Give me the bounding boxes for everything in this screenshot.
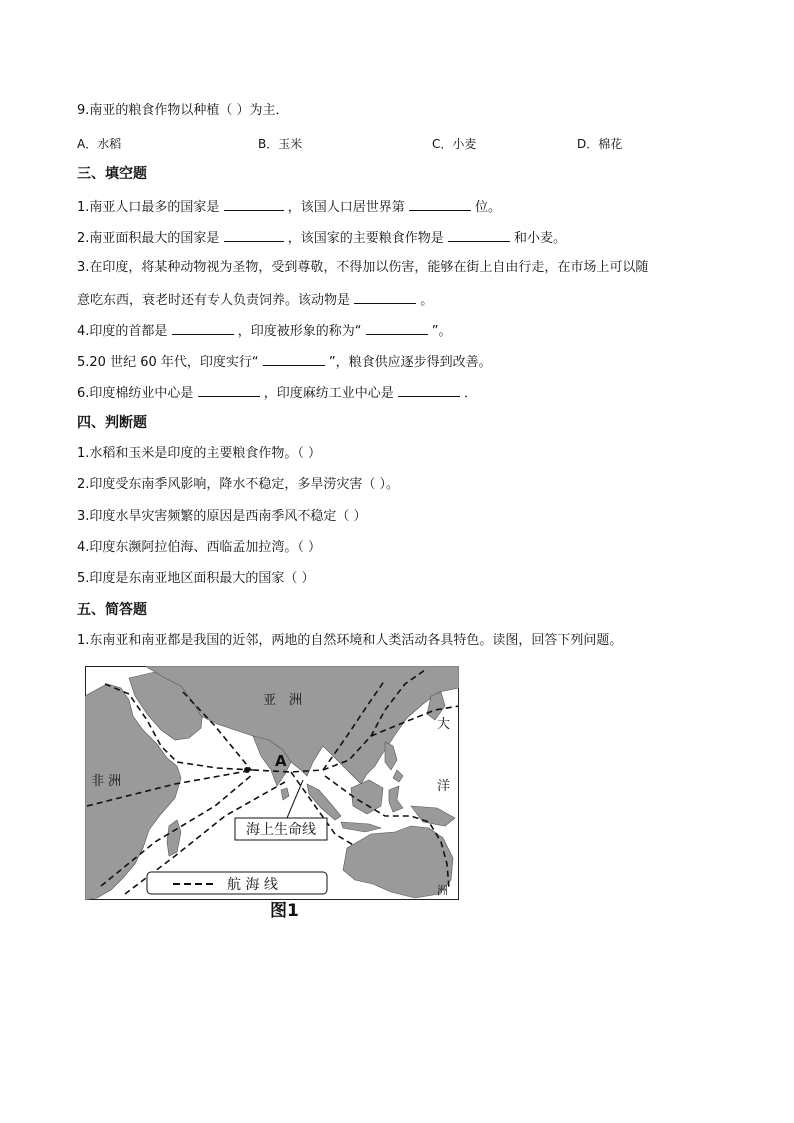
s3-q6-part-c: ． (463, 386, 477, 401)
s4-item-2: 2.印度受东南季风影响，降水不稳定，多旱涝灾害（ ）。 (77, 477, 400, 492)
answer-blank[interactable] (354, 290, 416, 304)
section-5-title: 五、简答题 (77, 602, 147, 618)
section-3-title: 三、填空题 (77, 166, 147, 182)
s3-q4-part-b: ，印度被形象的称为“ (237, 324, 362, 339)
s3-q5-part-a: 5.20 世纪 60 年代，印度实行“ (77, 355, 259, 370)
s3-q4-part-c: ”。 (431, 324, 452, 339)
point-a-label: A (275, 752, 287, 770)
s3-q4 (77, 321, 451, 341)
s3-q1-part-a: 1.南亚人口最多的国家是 (77, 200, 220, 215)
s3-q1 (77, 197, 501, 217)
s3-q2-part-a: 2.南亚面积最大的国家是 (77, 231, 220, 246)
point-a-marker (244, 767, 250, 773)
shipping-route-map (85, 666, 459, 900)
s3-q3-line2 (77, 290, 433, 310)
answer-blank[interactable] (448, 228, 510, 242)
s4-item-4: 4.印度东濒阿拉伯海、西临孟加拉湾。（ ） (77, 540, 322, 555)
s3-q5 (77, 352, 492, 372)
s3-q1-part-b: ，该国人口居世界第 (287, 200, 405, 215)
q9-option-d[interactable]: D．棉花 (577, 137, 623, 151)
answer-blank[interactable] (398, 383, 460, 397)
answer-blank[interactable] (224, 228, 284, 242)
answer-blank[interactable] (263, 352, 325, 366)
q9-option-c[interactable]: C．小麦 (432, 137, 477, 151)
q9-text: 9.南亚的粮食作物以种植（ ）为主． (77, 103, 289, 118)
answer-blank[interactable] (409, 197, 471, 211)
s5-q1: 1.东南亚和南亚都是我国的近邻，两地的自然环境和人类活动各具特色。读图，回答下列问题。 (77, 633, 623, 648)
q9-option-a[interactable]: A．水稻 (77, 137, 122, 151)
oceania-label-zhou: 洲 (437, 884, 448, 897)
africa-label: 非 洲 (91, 774, 122, 789)
s4-item-5: 5.印度是东南亚地区面积最大的国家（ ） (77, 571, 315, 586)
s3-q6-part-b: ，印度麻纺工业中心是 (263, 386, 394, 401)
s3-q4-part-a: 4.印度的首都是 (77, 324, 168, 339)
legend-label: 航 海 线 (227, 877, 278, 893)
section-4-title: 四、判断题 (77, 415, 147, 431)
ocean-label-da: 大 (437, 717, 451, 732)
q9-option-b[interactable]: B．玉米 (258, 137, 303, 151)
s3-q1-part-c: 位。 (474, 200, 501, 215)
s3-q6-part-a: 6.印度棉纺业中心是 (77, 386, 194, 401)
asia-label: 亚 洲 (263, 693, 303, 708)
lifeline-label: 海上生命线 (246, 822, 316, 838)
ocean-label-yang: 洋 (437, 779, 451, 794)
s3-q3-line1: 3.在印度，将某种动物视为圣物，受到尊敬，不得加以伤害，能够在街上自由行走，在市场上可以随 (77, 260, 649, 275)
answer-blank[interactable] (366, 321, 428, 335)
answer-blank[interactable] (198, 383, 260, 397)
s3-q2-part-b: ，该国家的主要粮食作物是 (287, 231, 444, 246)
answer-blank[interactable] (172, 321, 234, 335)
s3-q2 (77, 228, 566, 248)
s3-q6 (77, 383, 477, 403)
s3-q3-part-b: 。 (420, 293, 434, 308)
figure-caption: 图1 (270, 901, 299, 921)
s3-q3-part-a: 意吃东西，衰老时还有专人负责饲养。该动物是 (77, 293, 351, 308)
s3-q5-part-b: ”，粮食供应逐步得到改善。 (328, 355, 492, 370)
answer-blank[interactable] (224, 197, 284, 211)
s3-q2-part-c: 和小麦。 (513, 231, 566, 246)
s4-item-3: 3.印度水旱灾害频繁的原因是西南季风不稳定（ ） (77, 509, 367, 524)
s4-item-1: 1.水稻和玉米是印度的主要粮食作物。（ ） (77, 446, 322, 461)
